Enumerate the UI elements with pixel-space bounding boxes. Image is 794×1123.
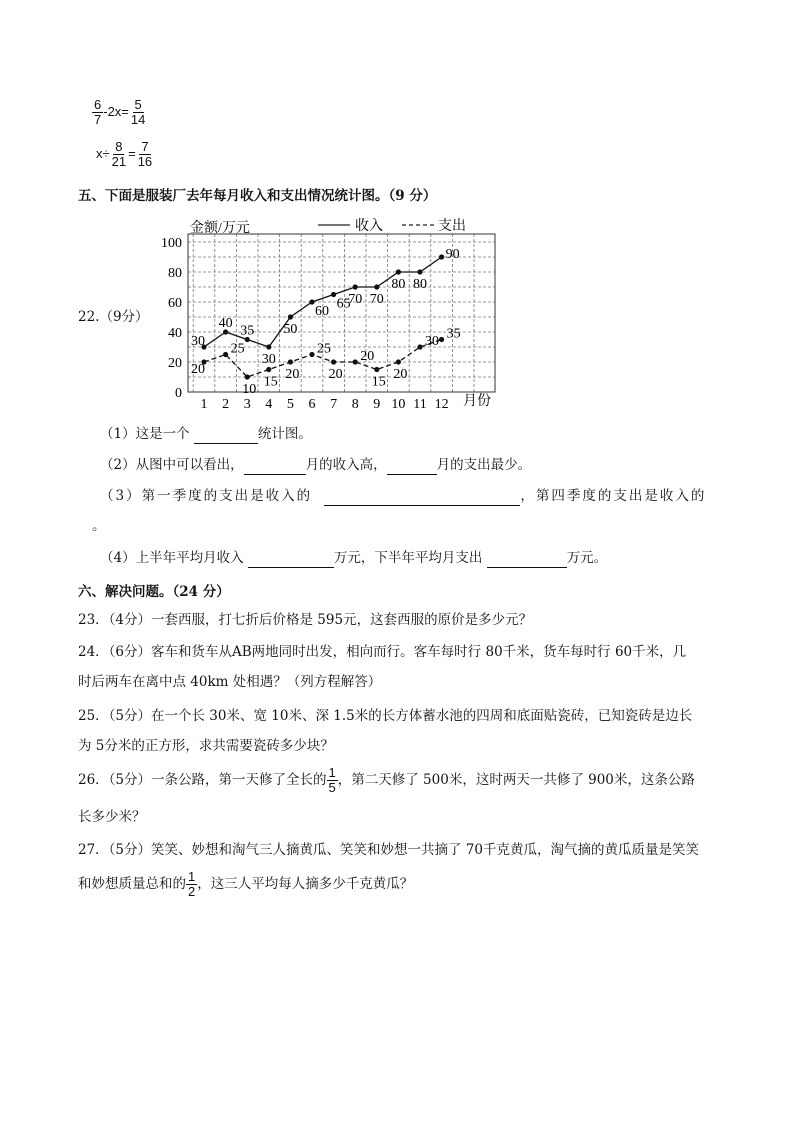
data-label: 20 (285, 367, 300, 382)
denominator: 2 (188, 884, 196, 899)
chart-legend (318, 217, 466, 234)
equation-operator: -2x= (103, 103, 129, 119)
q27-text: 和妙想质量总和的 (78, 876, 186, 892)
equation-1 (92, 98, 147, 127)
answer-blank[interactable] (248, 553, 334, 568)
q22-sub1-text-end: 统计图。 (257, 426, 312, 442)
data-label: 70 (348, 292, 363, 307)
answer-blank[interactable] (244, 460, 306, 475)
q22-label: 22.（9分） (78, 309, 149, 325)
x-tick-label: 11 (413, 397, 427, 412)
x-tick-label: 2 (222, 397, 230, 412)
q22-sub3-end: 。 (92, 518, 106, 534)
x-tick-label: 5 (286, 397, 294, 412)
x-tick-label: 10 (391, 397, 406, 412)
legend-label-income: 收入 (355, 219, 383, 234)
x-tick-label: 9 (373, 397, 381, 412)
q27-line2 (78, 870, 413, 899)
data-label: 10 (242, 382, 257, 397)
q22-sub4-text-mid: 万元，下半年平均月支出 (333, 550, 483, 566)
data-point (439, 254, 444, 259)
data-point (223, 352, 228, 357)
data-point (353, 284, 358, 289)
q22-sub4 (100, 548, 607, 568)
y-tick-label: 40 (168, 326, 182, 341)
data-label: 50 (283, 322, 298, 337)
numerator: 1 (188, 869, 196, 884)
q27-text-end: ，这三人平均每人摘多少千克黄瓜？ (197, 876, 414, 892)
fraction (110, 140, 128, 169)
answer-blank[interactable] (194, 429, 258, 444)
data-label: 30 (425, 334, 439, 349)
data-point (288, 359, 293, 364)
denominator: 16 (137, 154, 153, 169)
q26-line1 (78, 766, 695, 795)
data-point (439, 337, 444, 342)
fraction (327, 766, 338, 795)
y-tick-label: 100 (161, 236, 182, 251)
fraction (186, 870, 197, 899)
x-tick-label: 12 (434, 397, 449, 412)
x-axis-label: 月份 (463, 394, 491, 409)
data-label: 25 (317, 341, 331, 357)
data-label: 40 (218, 316, 233, 331)
numerator: 7 (141, 139, 149, 154)
denominator: 21 (111, 154, 127, 169)
denominator: 7 (94, 112, 102, 127)
q26-text: 26．（5分）一条公路，第一天修了全长的 (78, 772, 327, 788)
data-label: 30 (191, 334, 205, 349)
data-label: 20 (191, 362, 205, 377)
y-tick-label: 0 (175, 386, 182, 401)
equation-operator: = (128, 145, 136, 161)
y-tick-label: 20 (168, 356, 182, 371)
q26-line2: 长多少米？ (78, 809, 146, 825)
data-point (288, 314, 293, 319)
section5-title: 五、下面是服装厂去年每月收入和支出情况统计图。（9 分） (78, 188, 437, 204)
section6-title: 六、解决问题。（24 分） (78, 584, 230, 600)
y-tick-label: 80 (168, 266, 182, 281)
data-point (266, 344, 271, 349)
data-label: 35 (240, 323, 255, 339)
income-expense-chart (150, 212, 500, 412)
data-point (396, 359, 401, 364)
data-point (245, 374, 250, 379)
numerator: 1 (328, 765, 336, 780)
x-tick-label: 3 (243, 397, 251, 412)
fraction (129, 98, 147, 127)
data-point (417, 344, 422, 349)
data-point (309, 299, 314, 304)
answer-blank[interactable] (487, 553, 567, 568)
data-label: 60 (315, 304, 329, 319)
data-label: 70 (369, 292, 384, 307)
data-point (266, 367, 271, 372)
data-point (353, 359, 358, 364)
data-label: 20 (360, 349, 375, 364)
x-tick-label: 6 (308, 397, 316, 412)
data-point (396, 269, 401, 274)
y-axis-label: 金额/万元 (190, 221, 250, 236)
legend-label-expense: 支出 (438, 219, 466, 234)
q22-sub1 (100, 424, 312, 444)
q22-sub1-text: （1）这是一个 (100, 426, 190, 442)
data-label: 30 (261, 352, 276, 367)
data-label: 80 (413, 277, 427, 292)
q26-text-end: ，第二天修了 500米，这时两天一共修了 900米，这条公路 (337, 772, 695, 788)
q22-sub2-text-end: 月的支出最少。 (436, 457, 532, 473)
q22-sub3 (100, 486, 706, 506)
data-point (417, 269, 422, 274)
q22-sub2-text: （2）从图中可以看出， (100, 457, 244, 473)
q25-line2: 为 5分米的正方形，求共需要瓷砖多少块？ (78, 738, 334, 754)
data-point (309, 352, 314, 357)
data-point (374, 284, 379, 289)
data-label: 35 (446, 326, 461, 342)
q25-line1: 25．（5分）在一个长 30米、宽 10米、深 1.5米的长方体蓄水池的四周和底面贴瓷砖，已知瓷砖是边长 (78, 708, 693, 724)
data-point (374, 367, 379, 372)
q23: 23．（4分）一套西服，打七折后价格是 595元，这套西服的原价是多少元？ (78, 612, 533, 628)
data-label: 15 (263, 374, 278, 390)
equation-2 (96, 140, 154, 169)
data-label: 80 (391, 277, 406, 292)
numerator: 6 (94, 97, 102, 112)
q22-sub3-text: （3）第一季度的支出是收入的 (100, 488, 313, 504)
x-tick-label: 7 (330, 397, 338, 412)
data-point (331, 292, 336, 297)
data-label: 15 (371, 374, 386, 390)
data-label: 65 (336, 296, 351, 312)
q24-line1: 24．（6分）客车和货车从AB两地同时出发，相向而行。客车每时行 80千米，货车每时行 60千米，几 (78, 644, 687, 660)
x-tick-label: 8 (351, 397, 359, 412)
answer-blank[interactable] (387, 460, 437, 475)
denominator: 14 (130, 112, 146, 127)
data-label: 20 (393, 367, 408, 382)
data-label: 90 (445, 247, 460, 262)
q27-line1: 27．（5分）笑笑、妙想和淘气三人摘黄瓜、笑笑和妙想一共摘了 70千克黄瓜，淘气摘的黄瓜质量是笑笑 (78, 842, 699, 858)
fraction (92, 98, 103, 127)
data-label: 25 (230, 341, 245, 357)
denominator: 5 (328, 780, 336, 795)
q22-sub2-text-mid: 月的收入高， (305, 457, 387, 473)
q24-line2: 时后两车在离中点 40km 处相遇？（列方程解答） (78, 674, 382, 690)
x-tick-label: 4 (265, 397, 273, 412)
equation-prefix: x÷ (96, 145, 110, 161)
numerator: 5 (134, 97, 142, 112)
answer-blank[interactable] (324, 491, 520, 506)
data-label: 20 (328, 367, 343, 382)
q22-sub4-text-end: 万元。 (566, 550, 608, 566)
q22-sub2 (100, 455, 531, 475)
q22-sub4-text: （4）上半年平均月收入 (100, 550, 244, 566)
data-point (331, 359, 336, 364)
numerator: 8 (115, 139, 123, 154)
fraction (136, 140, 154, 169)
x-tick-label: 1 (200, 397, 208, 412)
y-tick-label: 60 (168, 296, 182, 311)
q22-sub3-text-end: ，第四季度的支出是收入的 (520, 488, 707, 504)
